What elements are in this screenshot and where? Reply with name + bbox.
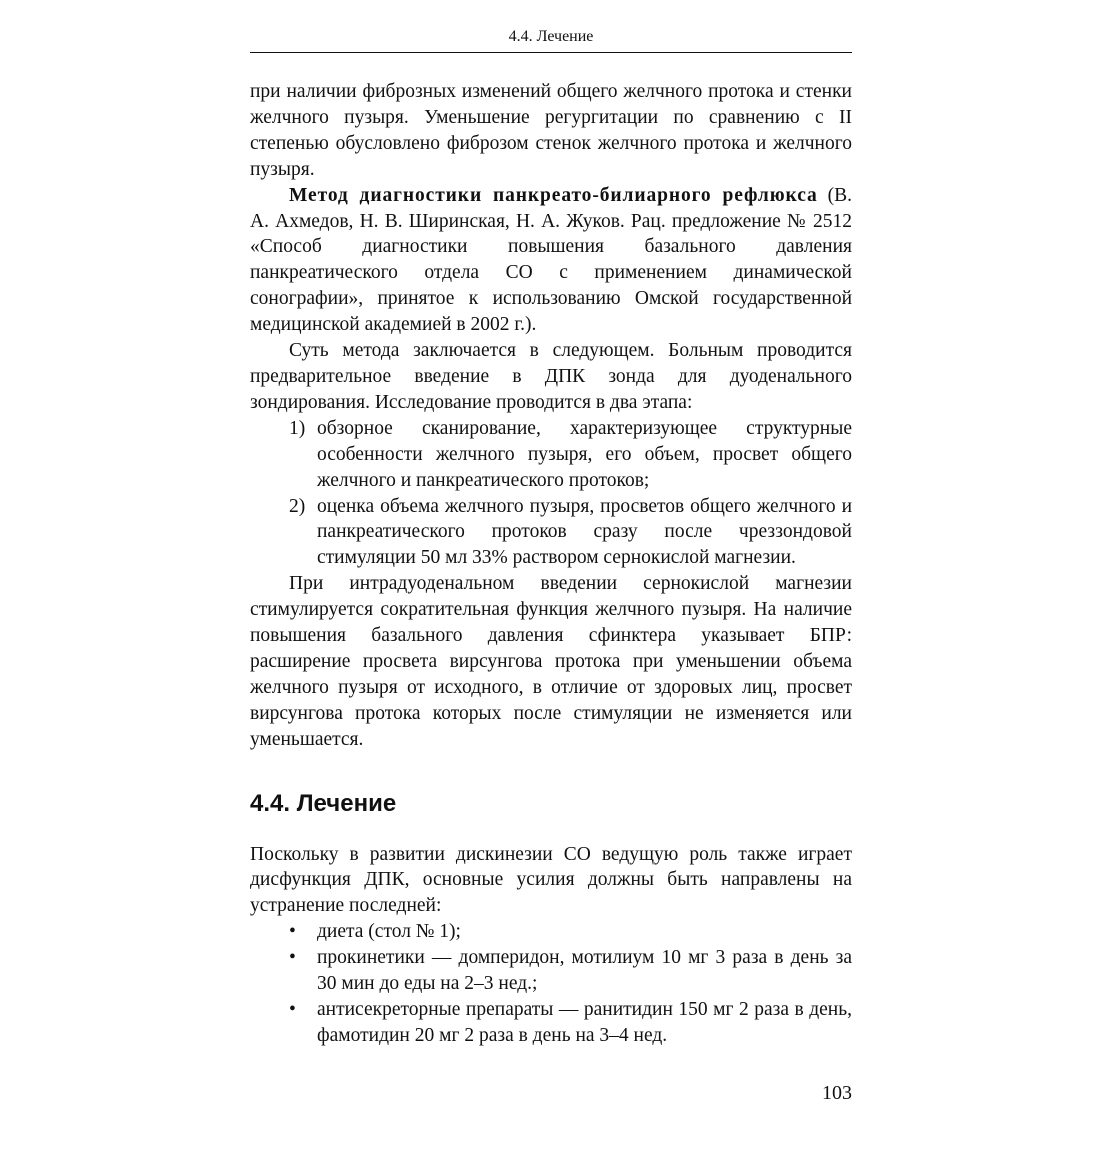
page-number: 103: [822, 1082, 852, 1104]
intro-paragraph: при наличии фиброзных изменений общего желчного протока и стенки желчного пузыря. Уменьшение регургитации по сравнению с II степенью обусловлено фиброзом стенок желчного протока и желчного пузыря.: [250, 81, 852, 180]
list-item-text: обзорное сканирование, характеризующее структурные особенности желчного пузыря, его объем, просвет общего желчного и панкреатического протоков;: [317, 417, 852, 491]
stages-list: [250, 416, 852, 571]
section-heading: 4.4. Лечение: [250, 789, 397, 817]
list-item: [250, 945, 852, 997]
treatment-list: [250, 919, 852, 1049]
treatment-intro-paragraph: Поскольку в развитии дискинезии СО ведущую роль также играет дисфункция ДПК, основные усилия должны быть направлены на устранение последней:: [250, 843, 852, 917]
bullet-icon: •: [289, 921, 296, 943]
list-item: [250, 997, 852, 1049]
bullet-icon: •: [289, 999, 296, 1020]
list-item: [250, 416, 852, 494]
list-item-text: прокинетики — домперидон, мотилиум 10 мг 3 раза в день за 30 мин до еды на 2–3 нед.;: [317, 947, 852, 995]
results-paragraph: При интрадуоденальном введении сернокислой магнезии стимулируется сократительная функция желчного пузыря. На наличие повышения базального давления сфинктера указывает БПР: расширение просвета вирсунгова протока при уменьшении объема желчного пузыря от исходного, в отличие от здоровых лиц, просвет вирсунгова протока которых после стимуляции не изменяется или уменьшается.: [250, 573, 852, 750]
method-title: Метод диагностики панкреато-билиарного рефлюкса: [289, 184, 818, 206]
page-body: [250, 79, 852, 1049]
header-rule: [250, 52, 852, 53]
list-item-text: диета (стол № 1);: [317, 921, 461, 943]
method-paragraph: [250, 183, 852, 338]
list-item-number: 2): [289, 495, 306, 517]
method-essence-paragraph: Суть метода заключается в следующем. Больным проводится предварительное введение в ДПК зонда для дуоденального зондирования. Исследование проводится в два этапа:: [250, 340, 852, 413]
method-citation: (В. А. Ахмедов, Н. В. Ширинская, Н. А. Жуков. Рац. предложение № 2512 «Способ диагностики повышения базального давления панкреатического отдела СО с применением динамической сонографии», принятое к использованию Омской государственной медицинской академией в 2002 г.).: [250, 184, 853, 336]
list-item-text: оценка объема желчного пузыря, просветов общего желчного и панкреатического протоков сразу после чреззондовой стимуляции 50 мл 33% раствором сернокислой магнезии.: [317, 495, 852, 569]
list-item-number: 1): [289, 417, 306, 439]
bullet-icon: •: [289, 947, 296, 969]
running-head: 4.4. Лечение: [508, 28, 594, 45]
list-item: [250, 494, 852, 572]
list-item: [250, 919, 852, 945]
list-item-text: антисекреторные препараты — ранитидин 150 мг 2 раза в день, фамотидин 20 мг 2 раза в день на 3–4 нед.: [317, 999, 852, 1046]
book-page: [250, 0, 852, 1160]
